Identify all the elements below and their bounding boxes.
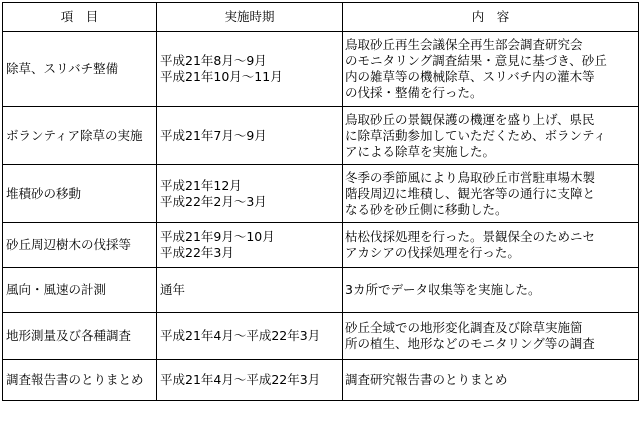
period-line: 平成21年7月～9月 <box>160 127 267 143</box>
table-row <box>3 268 639 313</box>
content-line: 内の雑草等の機械除草、スリバチ内の灌木等 <box>345 69 595 84</box>
period-line: 平成21年4月～平成22年3月 <box>160 372 321 387</box>
period-cell <box>157 107 343 165</box>
content-cell <box>343 32 639 107</box>
content-line: 3カ所でデータ収集等を実施した。 <box>345 282 541 297</box>
period-line: 平成21年4月～平成22年3月 <box>160 328 321 343</box>
table-row <box>3 223 639 268</box>
table-row <box>3 32 639 107</box>
activity-table <box>2 2 639 401</box>
period-cell <box>157 268 343 313</box>
content-line: 砂丘全域での地形変化調査及び除草実施箇 <box>345 320 583 335</box>
content-cell <box>343 313 639 360</box>
content-line: 枯松伐採処理を行った。景観保全のためニセ <box>345 229 596 244</box>
table-row <box>3 313 639 360</box>
item-cell: 砂丘周辺樹木の伐採等 <box>3 223 157 268</box>
header-item: 項 目 <box>3 3 157 32</box>
period-cell <box>157 223 343 268</box>
table-row <box>3 360 639 401</box>
header-content: 内 容 <box>343 3 639 32</box>
content-cell <box>343 360 639 401</box>
content-line: 調査研究報告書のとりまとめ <box>345 372 508 387</box>
period-cell <box>157 165 343 223</box>
table-row <box>3 107 639 165</box>
item-cell: 風向・風速の計測 <box>3 268 157 313</box>
period-cell <box>157 32 343 107</box>
content-cell <box>343 223 639 268</box>
content-line: 鳥取砂丘再生会議保全再生部会調査研究会 <box>345 37 583 52</box>
period-line: 平成21年9月～10月 <box>160 229 275 244</box>
period-line: 平成21年8月～9月 <box>160 53 267 68</box>
content-line: のモニタリング調査結果・意見に基づき、砂丘 <box>345 53 607 68</box>
period-cell <box>157 360 343 401</box>
period-line: 平成22年2月～3月 <box>160 193 267 209</box>
item-cell: ボランティア除草の実施 <box>3 107 157 165</box>
period-line: 平成21年12月 <box>160 177 242 193</box>
content-line: の伐採・整備を行った。 <box>345 85 483 100</box>
content-line: 鳥取砂丘の景観保護の機運を盛り上げ、県民 <box>345 111 595 127</box>
item-cell: 調査報告書のとりまとめ <box>3 360 157 401</box>
content-line: アカシアの伐採処理を行った。 <box>345 245 520 260</box>
period-line: 通年 <box>160 282 186 297</box>
period-line: 平成21年10月～11月 <box>160 69 283 84</box>
header-period: 実施時期 <box>157 3 343 32</box>
content-cell <box>343 107 639 165</box>
content-line: アによる除草を実施した。 <box>345 143 496 159</box>
table-row <box>3 165 639 223</box>
content-cell <box>343 268 639 313</box>
item-cell: 除草、スリバチ整備 <box>3 32 157 107</box>
item-cell: 地形測量及び各種調査 <box>3 313 157 360</box>
item-cell: 堆積砂の移動 <box>3 165 157 223</box>
content-cell <box>343 165 639 223</box>
content-line: なる砂を砂丘側に移動した。 <box>345 201 508 217</box>
content-line: 階段周辺に堆積し、観光客等の通行に支障と <box>345 185 596 201</box>
content-line: 冬季の季節風により鳥取砂丘市営駐車場木製 <box>345 169 596 185</box>
period-cell <box>157 313 343 360</box>
period-line: 平成22年3月 <box>160 245 234 260</box>
content-line: 所の植生、地形などのモニタリング等の調査 <box>345 336 595 351</box>
table-header-row <box>3 3 639 32</box>
content-line: に除草活動参加していただくため、ボランティ <box>345 127 607 143</box>
